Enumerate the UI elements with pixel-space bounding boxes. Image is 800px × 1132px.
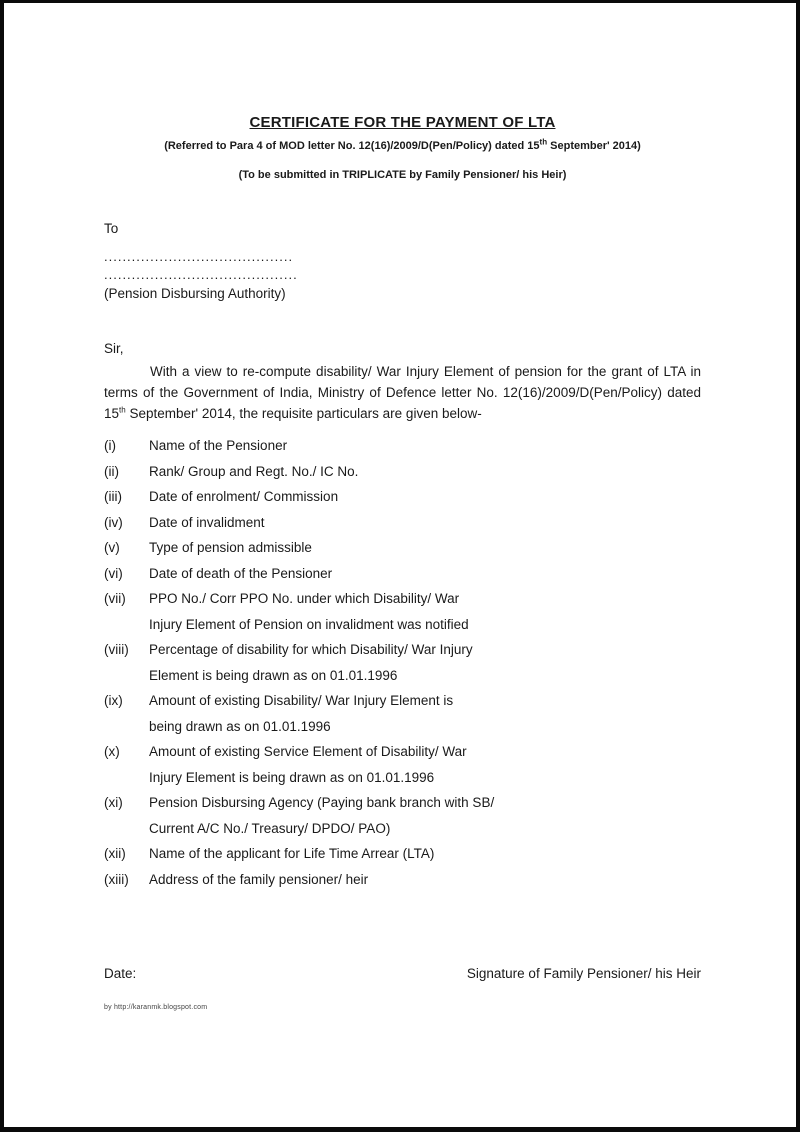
addressee-dotted-line-2: .......................................... [104, 267, 298, 282]
subtitle-text: (Referred to Para 4 of MOD letter No. 12(16)/2009/D(Pen/Policy) dated 15 [164, 140, 540, 152]
list-item [104, 637, 701, 688]
list-item [104, 867, 701, 893]
list-item-line: Amount of existing Disability/ War Injury Element is [149, 693, 454, 708]
body-paragraph [104, 361, 701, 424]
salutation: Sir, [104, 341, 124, 356]
list-item-text [149, 867, 701, 893]
list-item [104, 433, 701, 459]
list-item-line: Percentage of disability for which Disability/ War Injury [149, 642, 473, 657]
list-item [104, 586, 701, 637]
list-item-text [149, 637, 701, 688]
list-item [104, 510, 701, 536]
list-item-line: Name of the Pensioner [149, 438, 288, 453]
list-item-text [149, 484, 701, 510]
list-item [104, 459, 701, 485]
list-item-line: Type of pension admissible [149, 540, 312, 555]
list-item-text [149, 459, 701, 485]
triplicate-note: (To be submitted in TRIPLICATE by Family Pensioner/ his Heir) [238, 169, 567, 181]
subtitle-superscript: th [539, 137, 548, 147]
signature-label: Signature of Family Pensioner/ his Heir [466, 966, 701, 981]
list-item-line: Injury Element of Pension on invalidment was notified [149, 616, 469, 632]
list-item [104, 561, 701, 587]
to-label: To [104, 221, 119, 236]
list-item-text [149, 535, 701, 561]
list-item-line: Date of invalidment [149, 514, 265, 530]
list-item-text [149, 841, 701, 867]
paragraph-text-suffix: September' 2014, the requisite particulars are given below- [125, 406, 482, 421]
paragraph-superscript: th [119, 405, 126, 415]
document-content [4, 3, 796, 1011]
particulars-list [104, 433, 701, 892]
list-item [104, 484, 701, 510]
document-title: CERTIFICATE FOR THE PAYMENT OF LTA [249, 114, 556, 131]
list-item-text [149, 586, 701, 637]
watermark: by http://karanmk.blogspot.com [104, 1004, 208, 1011]
list-item-line: Pension Disbursing Agency (Paying bank branch with SB/ [149, 795, 495, 810]
list-item-text [149, 739, 701, 790]
list-item-line: Rank/ Group and Regt. No./ IC No. [149, 463, 359, 479]
list-item-number: (vii) [104, 591, 126, 606]
list-item-text [149, 790, 701, 841]
list-item-line: being drawn as on 01.01.1996 [149, 718, 331, 734]
list-item-line: Date of death of the Pensioner [149, 565, 333, 581]
addressee-block [104, 219, 701, 304]
list-item-number: (iii) [104, 489, 122, 504]
list-item-number: (x) [104, 744, 120, 759]
pension-disbursing-authority-label: (Pension Disbursing Authority) [104, 286, 286, 301]
document-subtitle [104, 138, 701, 154]
subtitle-text-suffix: September' 2014) [547, 140, 641, 152]
list-item-number: (xii) [104, 846, 126, 861]
list-item [104, 688, 701, 739]
list-item-text [149, 433, 701, 459]
list-item-text [149, 561, 701, 587]
list-item-text [149, 688, 701, 739]
list-item-number: (i) [104, 438, 116, 453]
list-item-text [149, 510, 701, 536]
list-item-number: (v) [104, 540, 120, 555]
list-item-line: Address of the family pensioner/ heir [149, 871, 369, 887]
list-item-line: Current A/C No./ Treasury/ DPDO/ PAO) [149, 820, 391, 836]
list-item-number: (iv) [104, 514, 123, 530]
list-item-line: Injury Element is being drawn as on 01.01.1996 [149, 769, 435, 785]
list-item [104, 739, 701, 790]
list-item [104, 535, 701, 561]
paragraph-text: With a view to re-compute disability/ War Injury Element of pension for the grant of LTA in terms of the Government of India, Ministry of Defence letter No. 12(16)/2009/D(Pen/Policy) dated 15 [104, 364, 701, 421]
list-item-number: (xi) [104, 795, 123, 810]
list-item-line: PPO No./ Corr PPO No. under which Disability/ War [149, 591, 460, 606]
list-item-number: (viii) [104, 642, 129, 657]
list-item-number: (ii) [104, 463, 119, 479]
addressee-dotted-line-1: ......................................... [104, 249, 294, 264]
list-item-number: (xiii) [104, 871, 129, 887]
list-item-line: Date of enrolment/ Commission [149, 489, 339, 504]
list-item-number: (vi) [104, 565, 123, 581]
list-item-number: (ix) [104, 693, 123, 708]
list-item-line: Amount of existing Service Element of Disability/ War [149, 744, 467, 759]
list-item [104, 841, 701, 867]
footer-row [104, 964, 701, 984]
date-label: Date: [104, 966, 137, 981]
list-item-line: Element is being drawn as on 01.01.1996 [149, 667, 398, 683]
list-item [104, 790, 701, 841]
list-item-line: Name of the applicant for Life Time Arrear (LTA) [149, 846, 435, 861]
